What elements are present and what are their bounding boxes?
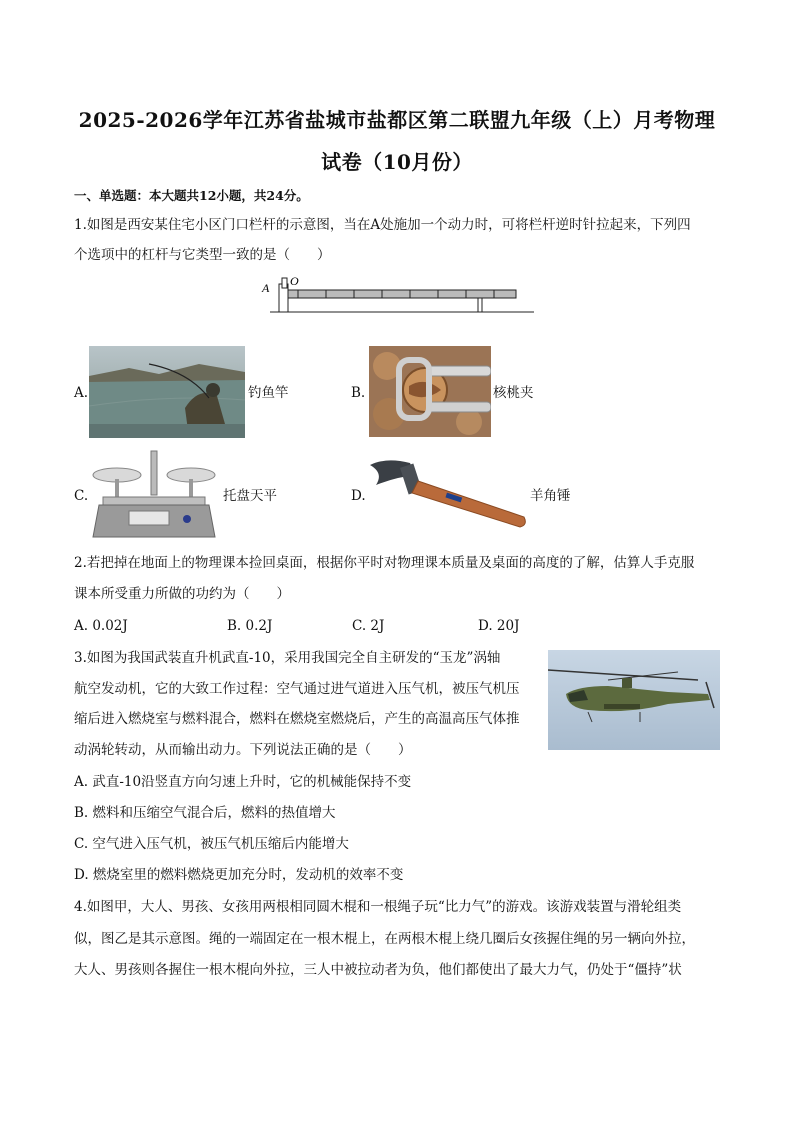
q2-option-b: B. 0.2J — [227, 618, 273, 634]
q3-line2: 航空发动机，它的大致工作过程：空气通过进气道进入压气机，被压气机压 — [74, 681, 520, 697]
section-heading: 一、单选题：本大题共12小题，共24分。 — [74, 188, 309, 203]
q4-line3: 大人、男孩则各握住一根木棍向外拉，三人中被拉动者为负，他们都使出了最大力气，仍处于“僵持”状 — [74, 962, 682, 978]
q1-option-a-letter: A. — [74, 385, 89, 401]
q4-line1: 4.如图甲，大人、男孩、女孩用两根相同圆木棍和一根绳子玩“比力气”的游戏。该游戏装置与滑轮组类 — [74, 899, 682, 915]
page-title-line1: 2025-2026学年江苏省盐城市盐都区第二联盟九年级（上）月考物理 — [78, 108, 716, 132]
q1-line2: 个选项中的杠杆与它类型一致的是（ ） — [74, 247, 331, 263]
page-title-line2: 试卷（10月份） — [321, 150, 473, 174]
point-a-label: A — [262, 281, 270, 295]
q2-option-a: A. 0.02J — [74, 618, 128, 634]
balance-scale-photo — [89, 445, 219, 543]
nutcracker-photo — [369, 346, 491, 437]
q2-option-c: C. 2J — [352, 618, 385, 634]
q4-line2: 似，图乙是其示意图。绳的一端固定在一根木棍上，在两根木棍上绕几圈后女孩握住绳的另一辆向外拉， — [74, 931, 695, 947]
q1-option-d-caption: 羊角锤 — [530, 488, 571, 504]
q2-line2: 课本所受重力所做的功约为（ ） — [74, 586, 290, 602]
q1-option-c-letter: C. — [74, 488, 89, 504]
barrier-gate-diagram — [258, 272, 538, 318]
q1-line1: 1.如图是西安某住宅小区门口栏杆的示意图，当在A处施加一个动力时，可将栏杆逆时针拉起来，下列四 — [74, 217, 691, 233]
claw-hammer-photo — [366, 455, 528, 535]
q1-option-a-caption: 钓鱼竿 — [248, 385, 289, 401]
q3-option-d: D. 燃烧室里的燃料燃烧更加充分时，发动机的效率不变 — [74, 867, 404, 883]
q3-line1: 3.如图为我国武装直升机武直-10，采用我国完全自主研发的“玉龙”涡轴 — [74, 650, 501, 666]
pivot-o-label: O — [290, 274, 299, 288]
q1-option-b-letter: B. — [351, 385, 366, 401]
q1-option-c-caption: 托盘天平 — [223, 488, 277, 504]
q1-option-d-letter: D. — [351, 488, 366, 504]
q1-option-b-caption: 核桃夹 — [493, 385, 534, 401]
q2-option-d: D. 20J — [478, 618, 520, 634]
q2-line1: 2.若把掉在地面上的物理课本捡回桌面，根据你平时对物理课本质量及桌面的高度的了解，估算人手克服 — [74, 555, 695, 571]
helicopter-photo — [548, 650, 720, 750]
fishing-rod-photo — [89, 346, 245, 438]
q3-line4: 动涡轮转动，从而输出动力。下列说法正确的是（ ） — [74, 742, 412, 758]
q3-option-c: C. 空气进入压气机，被压气机压缩后内能增大 — [74, 836, 349, 852]
q3-option-b: B. 燃料和压缩空气混合后，燃料的热值增大 — [74, 805, 336, 821]
q3-line3: 缩后进入燃烧室与燃料混合，燃料在燃烧室燃烧后，产生的高温高压气体推 — [74, 711, 520, 727]
q3-option-a: A. 武直-10沿竖直方向匀速上升时，它的机械能保持不变 — [74, 774, 412, 790]
